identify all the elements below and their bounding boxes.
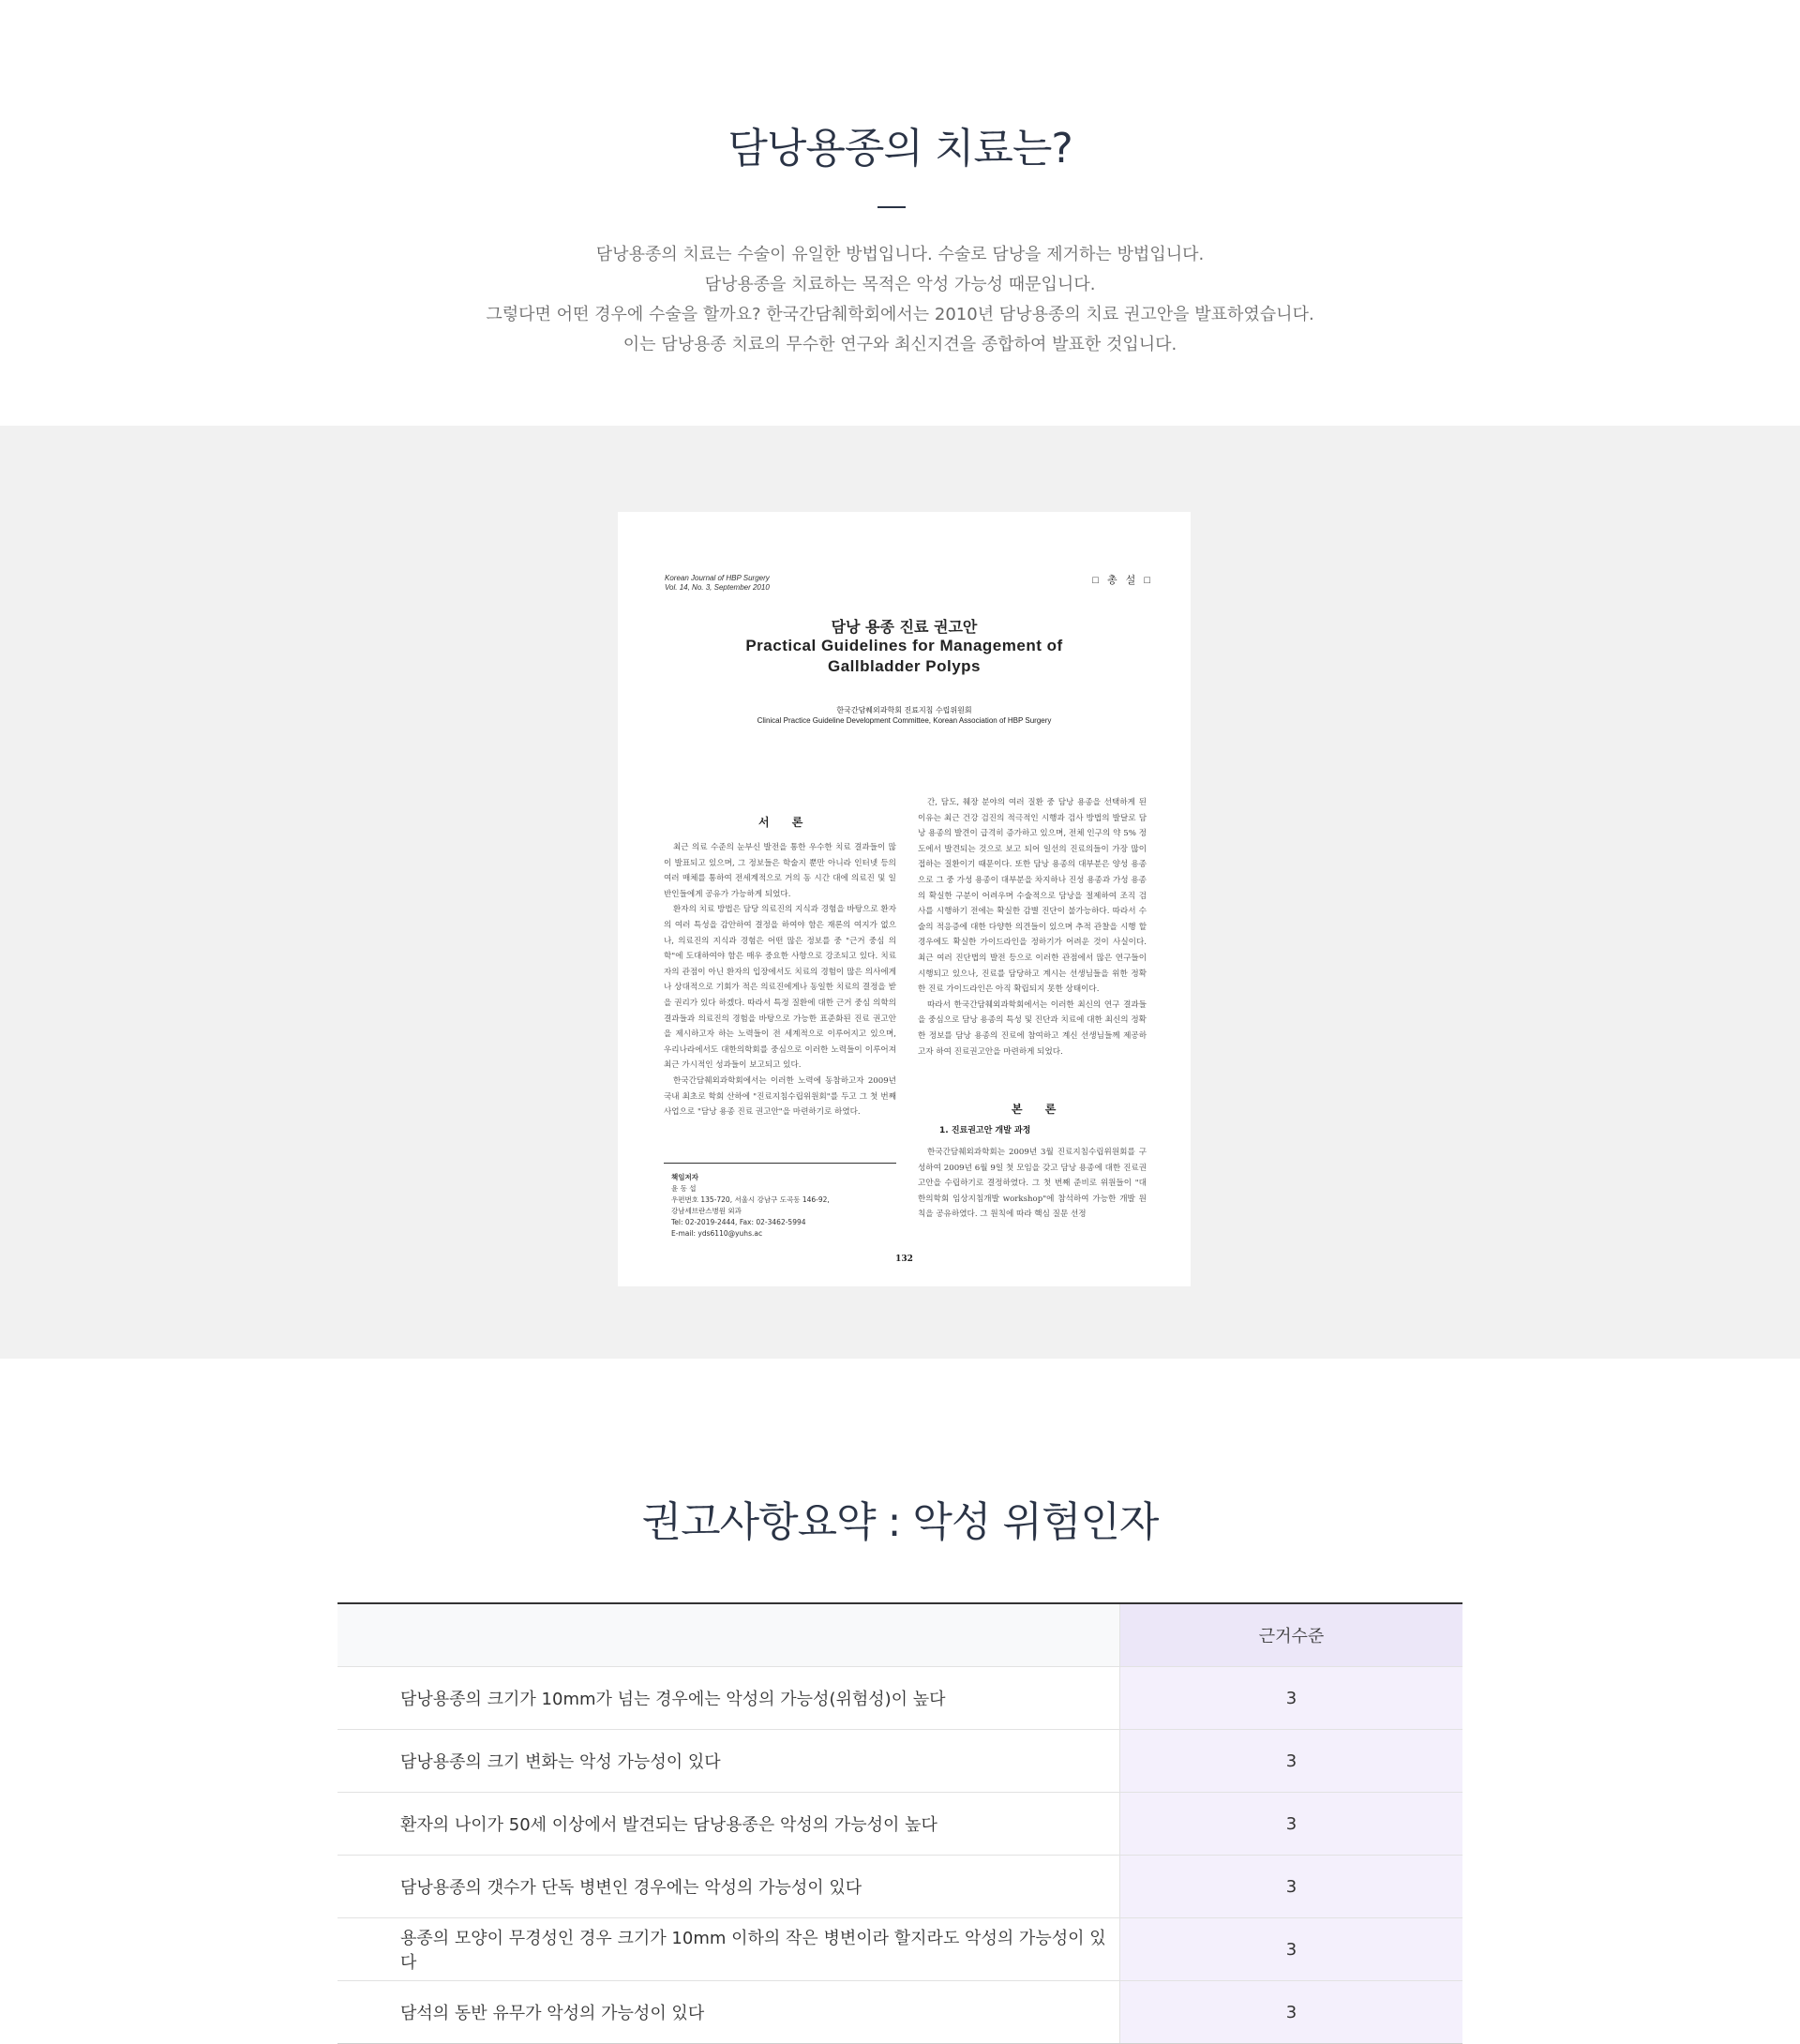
journal-info: Korean Journal of HBP Surgery Vol. 14, No. 3, September 2010 [665, 574, 770, 592]
table-header-row [338, 1604, 1462, 1667]
paper-org-en: Clinical Practice Guideline Development Committee, Korean Association of HBP Surgery [757, 716, 1052, 725]
table-row [338, 1730, 1462, 1793]
recommendation-text: 담낭용종의 갯수가 단독 병변인 경우에는 악성의 가능성이 있다 [338, 1856, 1120, 1917]
evidence-level: 3 [1120, 1793, 1462, 1855]
paper-category: □ 총 설 □ [1092, 575, 1153, 586]
intro-line: 그렇다면 어떤 경우에 수술을 할까요? 한국간담췌학회에서는 2010년 담낭용종의 치료 권고안을 발표하였습니다. [486, 305, 1314, 324]
intro-section [0, 0, 1800, 426]
recommendation-table [338, 1602, 1462, 2044]
footnote-divider [664, 1163, 896, 1164]
recommendation-text: 환자의 나이가 50세 이상에서 발견되는 담낭용종은 악성의 가능성이 높다 [338, 1793, 1120, 1855]
evidence-level: 3 [1120, 1918, 1462, 1980]
paper-page-image [618, 512, 1191, 1286]
summary-title: 권고사항요약 : 악성 위험인자 [641, 1498, 1159, 1546]
recommendation-text: 담낭용종의 크기가 10mm가 넘는 경우에는 악성의 가능성(위험성)이 높다 [338, 1667, 1120, 1729]
correspondence-block: 책임저자 윤 동 섭 우편번호 135-720, 서울시 강남구 도곡동 146-92, 강남세브란스병원 외과 Tel: 02-2019-2444, Fax: 02-3462-5994 E-mail: yds6110@yuhs.ac [671, 1173, 830, 1238]
page-title: 담낭용종의 치료는? [728, 125, 1072, 173]
paper-column-right: 간, 담도, 췌장 분야의 여러 질환 중 담낭 용종을 선택하게 된 이유는 최근 건강 검진의 적극적인 시행과 검사 방법의 발달로 담낭 용종의 발견이 급격히 증가하고 있으며, 전체 인구의 약 5% 정도에서 발견되는 것으로 보고 되어 일선의 진료의들이 가장 많이 접하는 질환이기 때문이다. 또한 담낭 용종의 대부분은 양성 용종으로 그 중 가성 용종이 대부분을 차지하나 진성 용종과 가성 용종의 확실한 구분이 어려우며 수술적으로 담낭을 절제하여 조직 검사를 시행하기 전에는 확실한 감별 진단이 불가능하다. 따라서 수술의 적응증에 대한 다양한 의견들이 있으며 추적 관찰을 시행 할 경우에도 확실한 가이드라인을 정하기가 어려운 것이 사실이다. 최근 여러 진단법의 발전 등으로 이러한 관점에서 많은 연구들이 시행되고 있으나, 진료를 담당하고 계시는 선생님들을 위한 정확한 진료 가이드라인은 아직 확립되지 못한 상태이다. 따라서 한국간담췌외과학회에서는 이러한 최신의 연구 결과들을 중심으로 담낭 용종의 특성 및 진단과 치료에 대한 최신의 정확한 정보를 담낭 용종의 진료에 참여하고 계신 선생님들께 제공하고자 하여 진료권고안을 마련하게 되었다. [918, 798, 1147, 1057]
intro-line: 이는 담낭용종 치료의 무수한 연구와 최신지견을 종합하여 발표한 것입니다. [622, 335, 1178, 354]
title-divider [878, 206, 906, 208]
evidence-level: 3 [1120, 1856, 1462, 1917]
section-heading-body: 본 론 [1012, 1103, 1066, 1116]
intro-line: 담낭용종의 치료는 수술이 유일한 방법입니다. 수술로 담낭을 제거하는 방법입니다. [595, 245, 1205, 264]
evidence-level: 3 [1120, 1667, 1462, 1729]
evidence-level: 3 [1120, 1981, 1462, 2043]
header-cell-recommendation [338, 1604, 1120, 1666]
section-heading-intro: 서 론 [758, 816, 813, 829]
intro-text [0, 240, 1800, 360]
table-row [338, 1667, 1462, 1730]
paper-column-left: 최근 의료 수준의 눈부신 발전을 통한 우수한 치료 결과들이 많이 발표되고 있으며, 그 정보들은 학술지 뿐만 아니라 인터넷 등의 여러 매체를 통하여 전세계적으로 거의 동 시간 대에 의료진 및 일반인들에게 공유가 가능하게 되었다. 환자의 치료 방법은 담당 의료진의 지식과 경험을 바탕으로 환자의 여러 특성을 감안하여 결정을 하여야 함은 재론의 여지가 없으나, 의료진의 지식과 경험은 어떤 많은 정보를 중 "근거 중심 의학"에 도대하여야 함은 매우 중요한 사항으로 강조되고 있다. 치료자의 관점이 아닌 환자의 입장에서도 치료의 경험이 많은 의사에게나 상대적으로 기회가 적은 의료진에게나 동일한 치료의 결정을 받을 권리가 있다 하겠다. 따라서 특정 질환에 대한 근거 중심 의학의 결과들과 의료진의 경험을 바탕으로 가능한 표준화된 진료 권고안을 제시하고자 하는 노력들이 전 세계적으로 이루어지고 있으며, 우리나라에서도 대한의학회를 중심으로 이러한 노력들이 이루어져 최근 가시적인 성과들이 보고되고 있다. 한국간담췌외과학회에서는 이러한 노력에 동참하고자 2009년 국내 최초로 학회 산하에 "진료지침수립위원회"를 두고 그 첫 번째 사업으로 "담낭 용종 진료 권고안"을 마련하기로 하였다. [664, 843, 896, 1118]
recommendation-text: 용종의 모양이 무경성인 경우 크기가 10mm 이하의 작은 병변이라 할지라도 악성의 가능성이 있다 [338, 1918, 1120, 1980]
evidence-level: 3 [1120, 1730, 1462, 1792]
paper-column-right-lower: 한국간담췌외과학회는 2009년 3월 진료지침수립위원회를 구성하여 2009년 6월 9일 첫 모임을 갖고 담낭 용종에 대한 진료권고안을 수립하기로 결정하였다. 그 첫 번째 준비로 위원들이 "대한의학회 임상지침개발 workshop"에 참석하여 가능한 개발 원칙을 공유하였다. 그 원칙에 따라 핵심 질문 선정 [918, 1148, 1147, 1220]
table-row [338, 1918, 1462, 1981]
intro-line: 담낭용종을 치료하는 목적은 악성 가능성 때문입니다. [704, 275, 1096, 294]
recommendation-text: 담낭용종의 크기 변화는 악성 가능성이 있다 [338, 1730, 1120, 1792]
table-row [338, 1856, 1462, 1918]
paper-org-ko: 한국간담췌외과학회 진료지침 수립위원회 [836, 706, 972, 714]
header-cell-evidence-level: 근거수준 [1120, 1604, 1462, 1666]
paper-title-ko: 담낭 용종 진료 권고안 [831, 618, 978, 636]
table-row [338, 1981, 1462, 2044]
subsection-heading: 1. 진료권고안 개발 과정 [939, 1126, 1031, 1135]
recommendation-text: 담석의 동반 유무가 악성의 가능성이 있다 [338, 1981, 1120, 2043]
paper-title-en: Practical Guidelines for Management of Gallbladder Polyps [745, 637, 1063, 675]
paper-section [0, 426, 1800, 1359]
table-row [338, 1793, 1462, 1856]
page-number: 132 [895, 1255, 913, 1264]
